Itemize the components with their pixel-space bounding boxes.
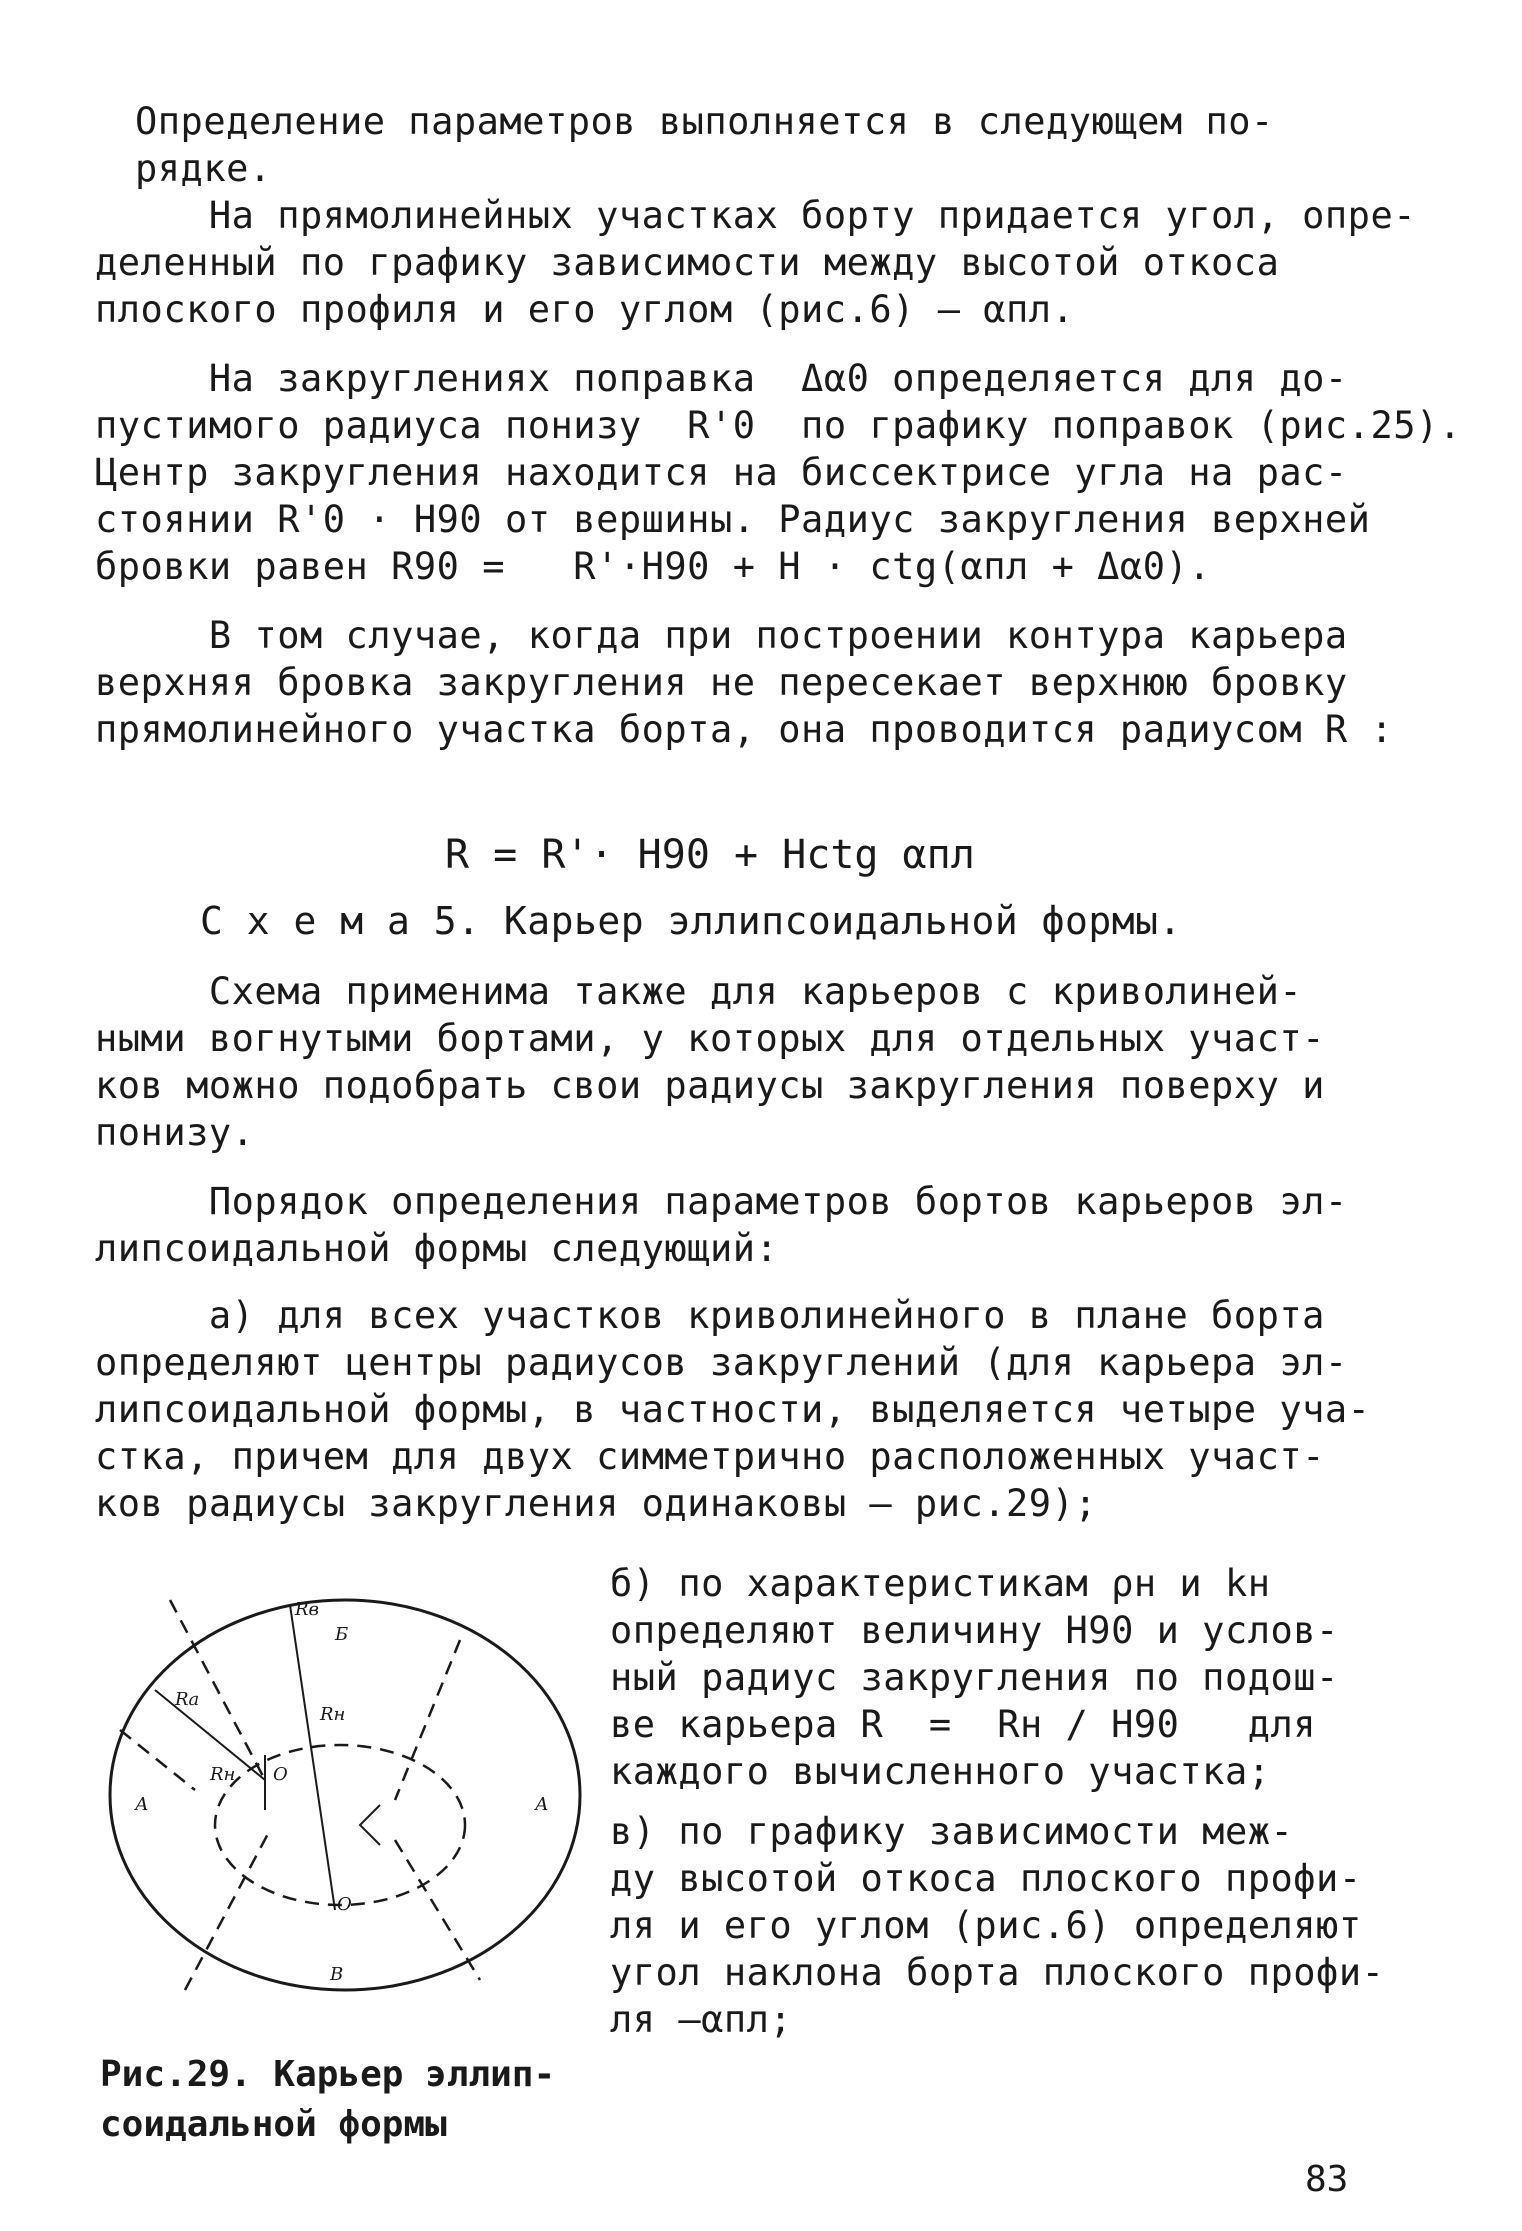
paragraph-item-a: а) для всех участков криволинейного в плане борта определяют центры радиусов закруглений (для карьера эл- липсоидальной формы, в частности, выделяется четыре уча- стка, причем для двух симметрично расположенных участ- ков радиусы закругления одинаковы – рис.29); — [95, 1294, 1371, 1525]
notch-right — [360, 1805, 380, 1845]
paragraph-contour: В том случае, когда при построении контура карьера верхняя бровка закругления не пересекает верхнюю бровку прямолинейного участка борта, она проводится радиусом R : — [95, 614, 1394, 751]
paragraph-scheme: Схема применима также для карьеров с криволиней- ными вогнутыми бортами, у которых для отдельных участ- ков можно подобрать свои радиусы закругления поверху и понизу. — [95, 970, 1325, 1154]
label-a-left: А — [135, 1794, 149, 1815]
paragraph-roundings: На закруглениях поправка Δα0 определяется для до- пустимого радиуса понизу R'0 по графику поправок (рис.25). Центр закругления находится на биссектрисе угла на рас- стоянии R'0 · H90 от вершины. Радиус закругления верхней бровки равен R90 = R'·H90 + H · ctg(αпл + Δα0). — [95, 357, 1462, 588]
paragraph-straight-sections: На прямолинейных участках борту придается угол, опре- деленный по графику зависимости между высотой откоса плоского профиля и его углом (рис.6) – αпл. — [95, 194, 1417, 331]
dashed-line-left-bottom — [185, 1830, 270, 1990]
quarry-ellipse-figure — [95, 1580, 595, 2010]
paragraph-item-c: в) по графику зависимости меж- ду высотой откоса плоского профи- ля и его углом (рис.6) определяют угол наклона борта плоского профи- ля –αпл; — [610, 1810, 1385, 2041]
radius-rb-line — [290, 1605, 335, 1910]
dashed-line-right-bottom — [395, 1840, 480, 1980]
paragraph-item-b: б) по характеристикам ρн и kн определяют величину H90 и услов- ный радиус закругления по подош- ве карьера R = Rн / H90 для каждого вычисленного участка; — [610, 1562, 1339, 1793]
label-rb: Rв — [295, 1599, 320, 1620]
label-o-left: О — [273, 1764, 288, 1785]
dashed-line-left — [120, 1730, 195, 1790]
intro-paragraph: Определение параметров выполняется в следующем по- рядке. — [135, 100, 1274, 190]
label-b-bottom: В — [330, 1964, 344, 1985]
label-a-right: А — [535, 1794, 549, 1815]
section-heading: С х е м а 5. Карьер эллипсоидальной формы. — [200, 899, 1182, 943]
label-b-top: Б — [335, 1624, 349, 1645]
label-rn-left: Rн — [210, 1764, 236, 1785]
label-rn-mid: Rн — [320, 1704, 346, 1725]
page-number: 83 — [1305, 2159, 1349, 2200]
dashed-line-right-top — [395, 1640, 460, 1800]
figure-caption: Рис.29. Карьер эллип- соидальной формы — [100, 2054, 556, 2145]
paragraph-order: Порядок определения параметров бортов карьеров эл- липсоидальной формы следующий: — [95, 1180, 1348, 1270]
label-ra-left: Rа — [175, 1689, 200, 1710]
radius-formula: R = R'· H90 + Hctg αпл — [445, 832, 975, 878]
label-o-bottom: О — [337, 1894, 352, 1915]
outer-ellipse — [110, 1600, 580, 1990]
